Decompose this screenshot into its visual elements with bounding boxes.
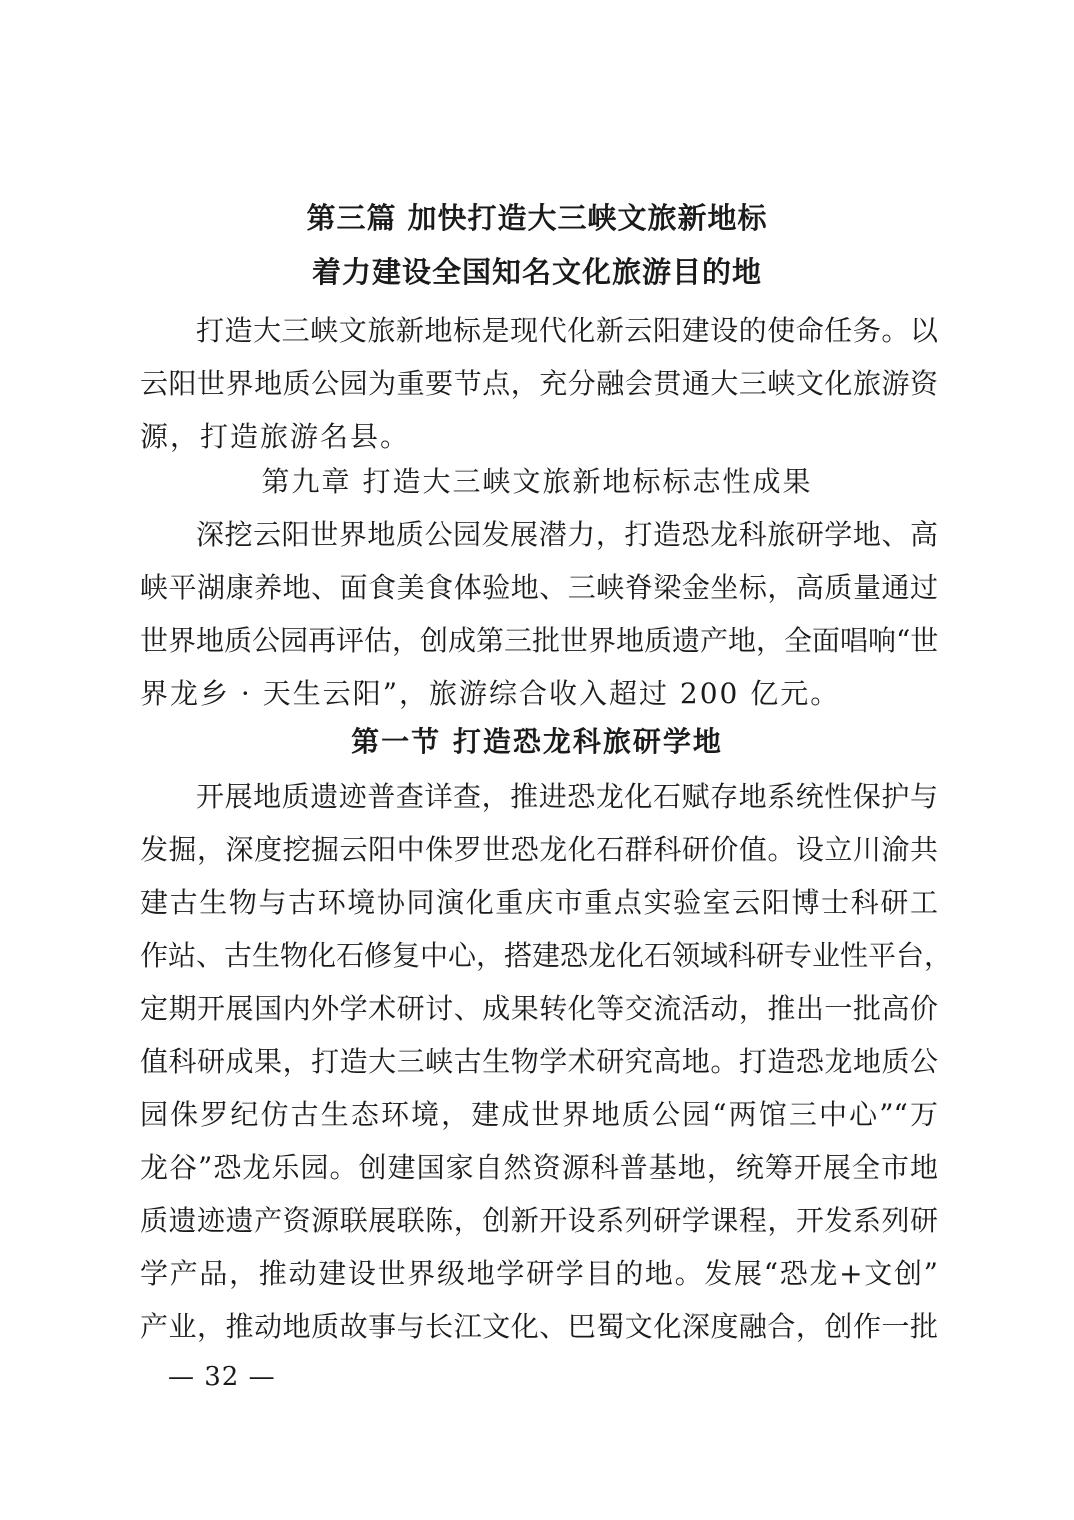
section-paragraph-line: 产业，推动地质故事与长江文化、巴蜀文化深度融合，创作一批: [140, 1310, 938, 1343]
chapter-paragraph-line: 峡平湖康养地、面食美食体验地、三峡脊梁金坐标，高质量通过: [140, 571, 938, 604]
section-paragraph-line: 园侏罗纪仿古生态环境，建成世界地质公园“两馆三中心”“万: [140, 1098, 938, 1131]
section-paragraph-line: 开展地质遗迹普查详查，推进恐龙化石赋存地系统性保护与: [196, 780, 938, 813]
section-paragraph-line: 学产品，推动建设世界级地学研学目的地。发展“恐龙+文创”: [140, 1257, 938, 1290]
chapter-paragraph-line: 界龙乡 · 天生云阳”，旅游综合收入超过 200 亿元。: [140, 677, 841, 710]
section-paragraph-line: 作站、古生物化石修复中心，搭建恐龙化石领域科研专业性平台，: [140, 939, 953, 972]
chapter-paragraph-line: 世界地质公园再评估，创成第三批世界地质遗产地，全面唱响“世: [140, 624, 939, 657]
section-paragraph-line: 质遗迹遗产资源联展联陈，创新开设系列研学课程，开发系列研: [140, 1204, 938, 1237]
chapter-title: 第九章 打造大三峡文旅新地标标志性成果: [261, 465, 813, 498]
part-title-line-1: 第三篇 加快打造大三峡文旅新地标: [306, 201, 768, 235]
intro-paragraph-line: 云阳世界地质公园为重要节点，充分融会贯通大三峡文化旅游资: [140, 367, 938, 400]
chapter-paragraph-line: 深挖云阳世界地质公园发展潜力，打造恐龙科旅研学地、高: [196, 518, 938, 551]
intro-paragraph-line: 源，打造旅游名县。: [140, 420, 411, 453]
section-paragraph-line: 发掘，深度挖掘云阳中侏罗世恐龙化石群科研价值。设立川渝共: [140, 833, 938, 866]
page-number: — 32 —: [168, 1362, 276, 1392]
section-paragraph-line: 值科研成果，打造大三峡古生物学术研究高地。打造恐龙地质公: [140, 1045, 938, 1078]
section-paragraph-line: 龙谷”恐龙乐园。创建国家自然资源科普基地，统筹开展全市地: [140, 1151, 938, 1184]
section-title: 第一节 打造恐龙科旅研学地: [351, 725, 723, 758]
part-title-line-2: 着力建设全国知名文化旅游目的地: [311, 255, 762, 289]
intro-paragraph-line: 打造大三峡文旅新地标是现代化新云阳建设的使命任务。以: [196, 314, 938, 347]
section-paragraph-line: 建古生物与古环境协同演化重庆市重点实验室云阳博士科研工: [140, 886, 938, 919]
section-paragraph-line: 定期开展国内外学术研讨、成果转化等交流活动，推出一批高价: [140, 992, 938, 1025]
